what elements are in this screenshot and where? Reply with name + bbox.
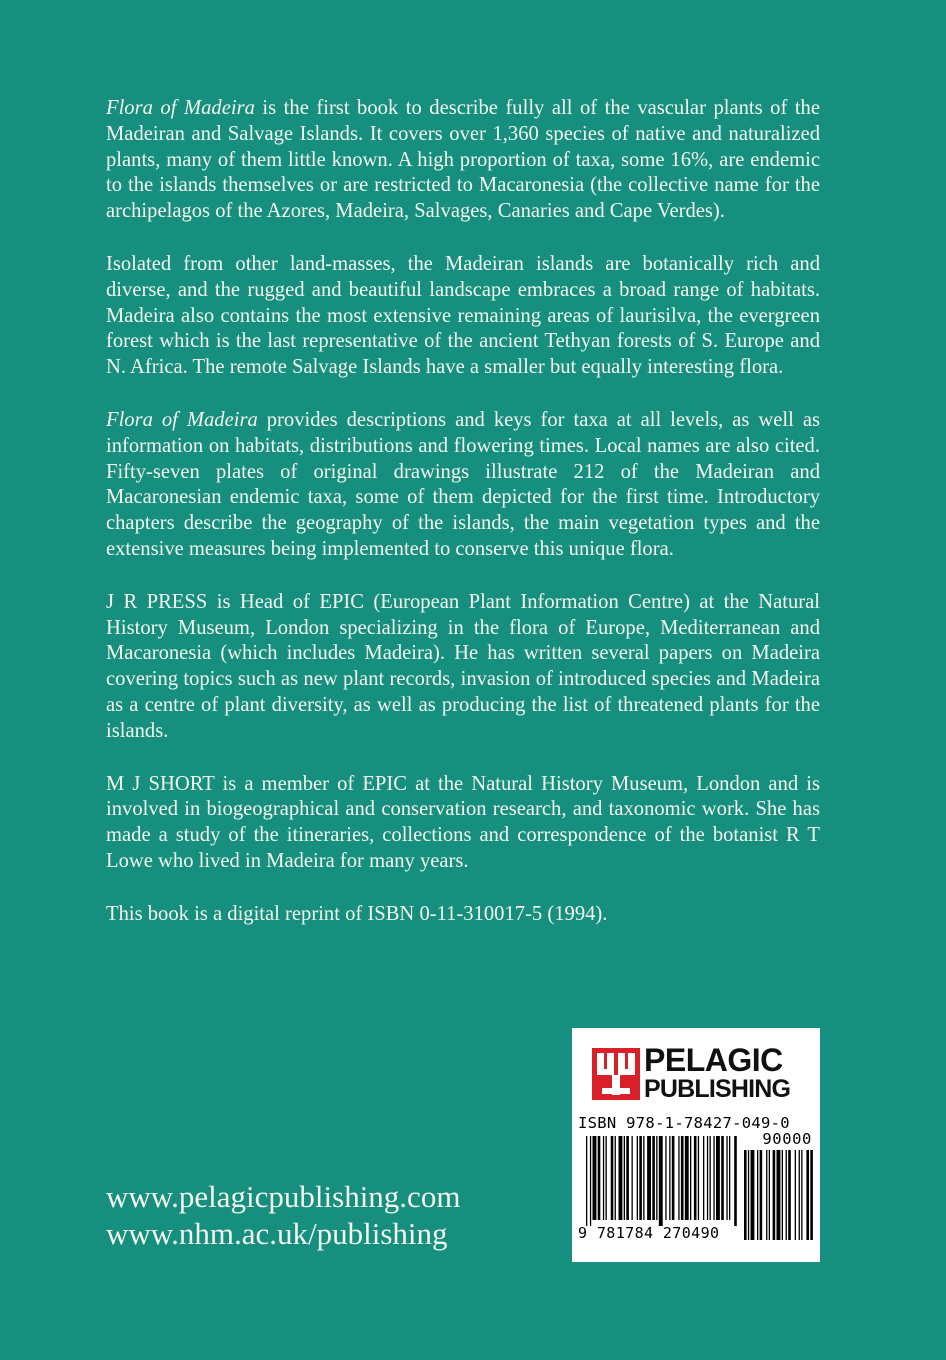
- barcode-bar: [734, 1136, 737, 1226]
- barcode-bar: [652, 1136, 655, 1220]
- barcode-bar: [624, 1136, 625, 1220]
- barcode-bar: [810, 1150, 813, 1240]
- book-title-italic: Flora of Madeira: [106, 97, 255, 119]
- isbn-label: ISBN 978-1-78427-049-0: [578, 1114, 790, 1132]
- book-title-italic: Flora of Madeira: [106, 408, 258, 431]
- barcode-bar: [748, 1150, 749, 1240]
- publisher-urls: [106, 1178, 460, 1252]
- reprint-note: This book is a digital reprint of ISBN 0-11-310017-5 (1994).: [106, 902, 608, 925]
- barcode-bar: [795, 1150, 796, 1240]
- barcode-bar: [637, 1136, 638, 1220]
- barcode-bar: [801, 1150, 802, 1240]
- author-bio-press: J R PRESS is Head of EPIC (European Plant Information Centre) at the Natural History Museum, London specializing in the flora of Europe, Mediterranean and Macaronesia (which includes Madeira). He has written several papers on Madeira covering topics such as new plant records, invasion of introduced species and Madeira as a centre of plant diversity, as well as producing the list of threatened plants for the islands.: [106, 590, 820, 742]
- paragraph-contents: [106, 408, 820, 563]
- barcode-bar: [773, 1150, 776, 1240]
- barcode-bar: [788, 1150, 791, 1240]
- barcode-bar: [782, 1150, 783, 1240]
- barcode-bar: [713, 1136, 714, 1220]
- barcode-bar: [626, 1136, 629, 1220]
- barcode-bar: [643, 1136, 644, 1220]
- barcode-bar: [659, 1136, 663, 1226]
- barcode-bar: [777, 1150, 781, 1240]
- barcode-bar: [799, 1150, 800, 1240]
- paragraph-intro-text: is the first book to describe fully all of the vascular plants of the Madeiran and Salvage Islands. It covers over 1,360 species of native and naturalized plants, many of them little known. A high proportion of taxa, some 16%, are endemic to the islands themselves or are restricted to Macaronesia (the collective name for the archipelagos of the Azores, Madeira, Salvages, Canaries and Cape Verdes).: [106, 97, 820, 223]
- barcode-bar: [590, 1136, 591, 1226]
- barcode-bar: [681, 1136, 684, 1220]
- barcode-bar: [721, 1136, 724, 1220]
- barcode-bar: [656, 1136, 657, 1220]
- barcode-bar: [598, 1136, 601, 1220]
- barcode-bar: [593, 1136, 597, 1220]
- url-pelagic[interactable]: www.pelagicpublishing.com: [106, 1179, 461, 1214]
- barcode-bar: [703, 1136, 704, 1220]
- barcode-bar: [669, 1136, 670, 1220]
- price-code: 90000: [762, 1130, 812, 1148]
- barcode-bar: [786, 1150, 787, 1240]
- barcode-bar: [672, 1136, 675, 1220]
- barcode-bar: [716, 1136, 720, 1220]
- barcode-bar: [806, 1150, 809, 1240]
- barcode-bar: [757, 1150, 758, 1240]
- barcode-bar: [586, 1136, 587, 1226]
- back-cover-blurb: [106, 96, 820, 955]
- barcode-panel: [572, 1028, 820, 1262]
- barcode-bar: [619, 1136, 623, 1220]
- barcode-bar: [694, 1136, 697, 1220]
- barcode-bar: [690, 1136, 691, 1220]
- barcode-bar: [726, 1136, 727, 1220]
- barcode-bar: [744, 1150, 747, 1240]
- barcode-bar: [707, 1136, 708, 1220]
- barcode-bar: [632, 1136, 633, 1220]
- barcode-bar: [729, 1136, 730, 1220]
- barcode-bar: [647, 1136, 651, 1220]
- barcode-bar: [698, 1136, 699, 1220]
- barcode-bar: [710, 1136, 711, 1220]
- barcode-bar: [611, 1136, 614, 1220]
- ean-digits: 9 781784 270490: [578, 1224, 720, 1242]
- barcode-bar: [685, 1136, 689, 1220]
- barcode-bar: [606, 1136, 607, 1220]
- barcode-bar: [678, 1136, 679, 1220]
- paragraph-islands: Isolated from other land-masses, the Madeiran islands are botanically rich and diverse, and the rugged and beautiful landscape embraces a broad range of habitats. Madeira also contains the most extensive remaining areas of laurisilva, the evergreen forest which is the last representative of the ancient Tethyan forests of S. Europe and N. Africa. The remote Salvage Islands have a smaller but equally interesting flora.: [106, 252, 820, 379]
- paragraph-intro: [106, 96, 820, 225]
- logo-line-publishing: PUBLISHING: [644, 1075, 791, 1103]
- paragraph-contents-text: provides descriptions and keys for taxa at all levels, as well as information on habitats, distributions and flowering times. Local names are also cited. Fifty-seven plates of original drawings illustrate 212 of the Madeiran and Macaronesian endemic taxa, some of them depicted for the first time. Introductory chapters describe the geography of the islands, the main vegetation types and the extensive measures being implemented to conserve this unique flora.: [106, 408, 820, 560]
- barcode-bar: [615, 1136, 616, 1220]
- barcode-bar: [766, 1150, 767, 1240]
- logo-line-pelagic: PELAGIC: [644, 1042, 783, 1078]
- barcode-bar: [769, 1150, 770, 1240]
- barcode-bar: [639, 1136, 642, 1220]
- barcode-bar: [760, 1150, 763, 1240]
- barcode-bar: [603, 1136, 604, 1220]
- barcode-bar: [665, 1136, 666, 1220]
- url-nhm[interactable]: www.nhm.ac.uk/publishing: [106, 1216, 448, 1251]
- author-bio-short: M J SHORT is a member of EPIC at the Natural History Museum, London and is involved in biogeographical and conservation research, and taxonomic work. She has made a study of the itineraries, collections and correspondence of the botanist R T Lowe who lived in Madeira for many years.: [106, 772, 820, 872]
- barcode-bar: [751, 1150, 755, 1240]
